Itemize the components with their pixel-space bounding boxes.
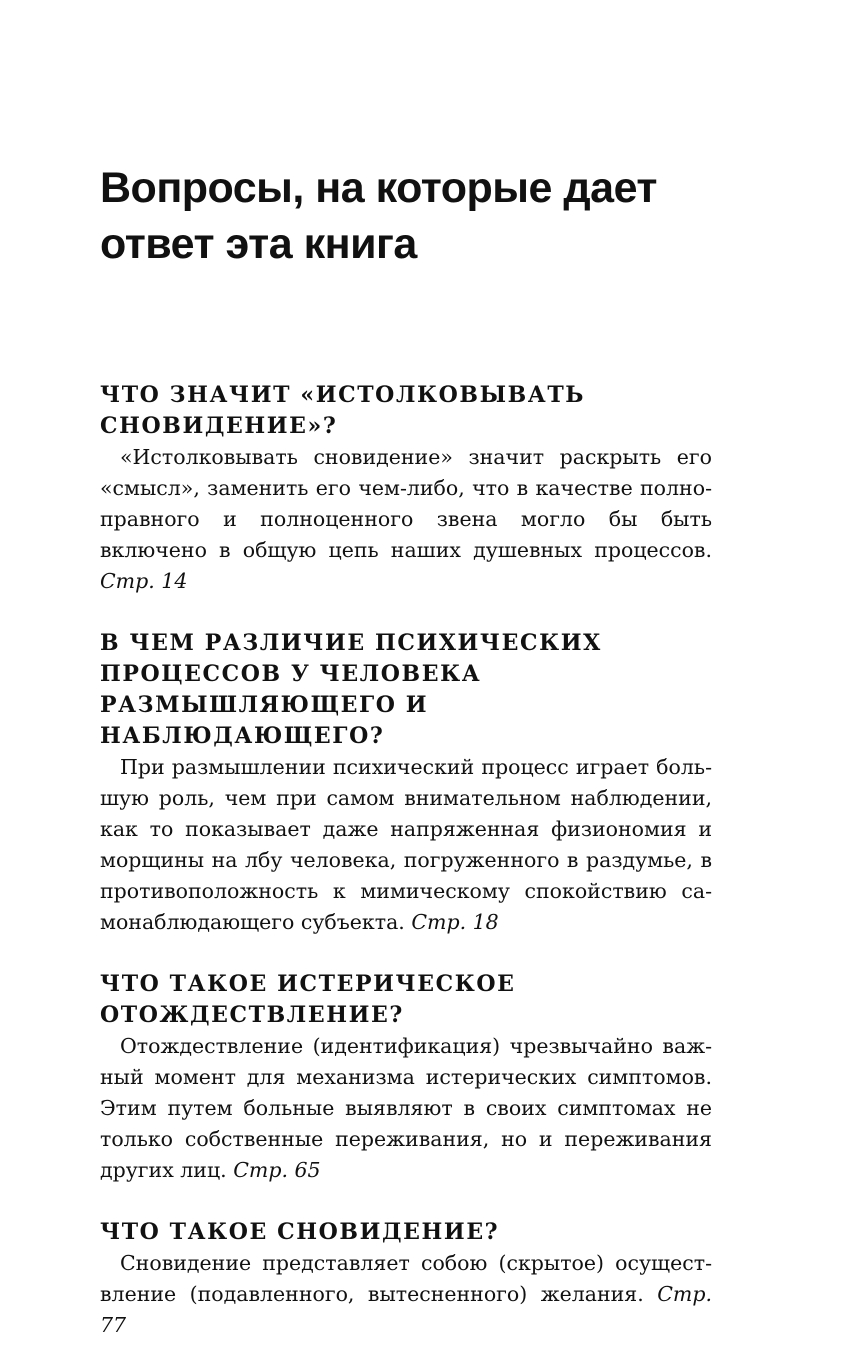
answer-body: Сновидение представляет собою (скрытое) осуществление (подавленного, вытесненного) желания.	[100, 1251, 712, 1306]
question-heading-line: СНОВИДЕНИЕ»?	[100, 413, 338, 439]
question-heading-line: В ЧЕМ РАЗЛИЧИЕ ПСИХИЧЕСКИХ	[100, 630, 602, 656]
page-reference: Стр. 18	[411, 910, 499, 934]
question-heading	[100, 1217, 712, 1248]
question-heading-line: ЧТО ТАКОЕ ИСТЕРИЧЕСКОЕ	[100, 971, 516, 997]
page-reference: Стр. 65	[233, 1158, 321, 1182]
question-heading-line: ЧТО ТАКОЕ СНОВИДЕНИЕ?	[100, 1219, 500, 1245]
question-section	[100, 969, 712, 1186]
question-section	[100, 1217, 712, 1341]
answer-body: При размышлении психический процесс играет большую роль, чем при самом внимательном наблюдении, как то показывает даже напряженная физиономия и морщины на лбу человека, погруженного в раздумье, в противоположность к мимическому спокойствию самонаблюдающего субъекта.	[100, 755, 712, 934]
question-heading-line: ЧТО ЗНАЧИТ «ИСТОЛКОВЫВАТЬ	[100, 382, 586, 408]
question-list	[100, 380, 712, 1341]
answer-text	[100, 1248, 712, 1341]
page-title	[100, 160, 712, 272]
answer-text	[100, 752, 712, 938]
question-heading-line: ПРОЦЕССОВ У ЧЕЛОВЕКА	[100, 661, 482, 687]
page-reference: Стр. 77	[100, 1282, 712, 1337]
book-page	[100, 160, 712, 1372]
page-reference: Стр. 14	[100, 569, 188, 593]
page-title-line-2: ответ эта книга	[100, 220, 417, 268]
question-section	[100, 380, 712, 597]
question-heading	[100, 380, 712, 442]
answer-text	[100, 1031, 712, 1186]
question-section	[100, 628, 712, 938]
question-heading	[100, 969, 712, 1031]
question-heading	[100, 628, 712, 752]
answer-text	[100, 442, 712, 597]
answer-body: Отождествление (идентификация) чрезвычайно важный момент для механизма истерических симптомов. Этим путем больные выявляют в своих симптомах не только собственные переживания, но и переживания других лиц.	[100, 1034, 712, 1182]
question-heading-line: РАЗМЫШЛЯЮЩЕГО И НАБЛЮДАЮЩЕГО?	[100, 692, 429, 749]
answer-body: «Истолковывать сновидение» значит раскрыть его «смысл», заменить его чем-либо, что в качестве полноправного и полноценного звена могло бы быть включено в общую цепь наших душевных процессов.	[100, 445, 712, 562]
question-heading-line: ОТОЖДЕСТВЛЕНИЕ?	[100, 1002, 404, 1028]
page-title-line-1: Вопросы, на которые дает	[100, 164, 657, 212]
